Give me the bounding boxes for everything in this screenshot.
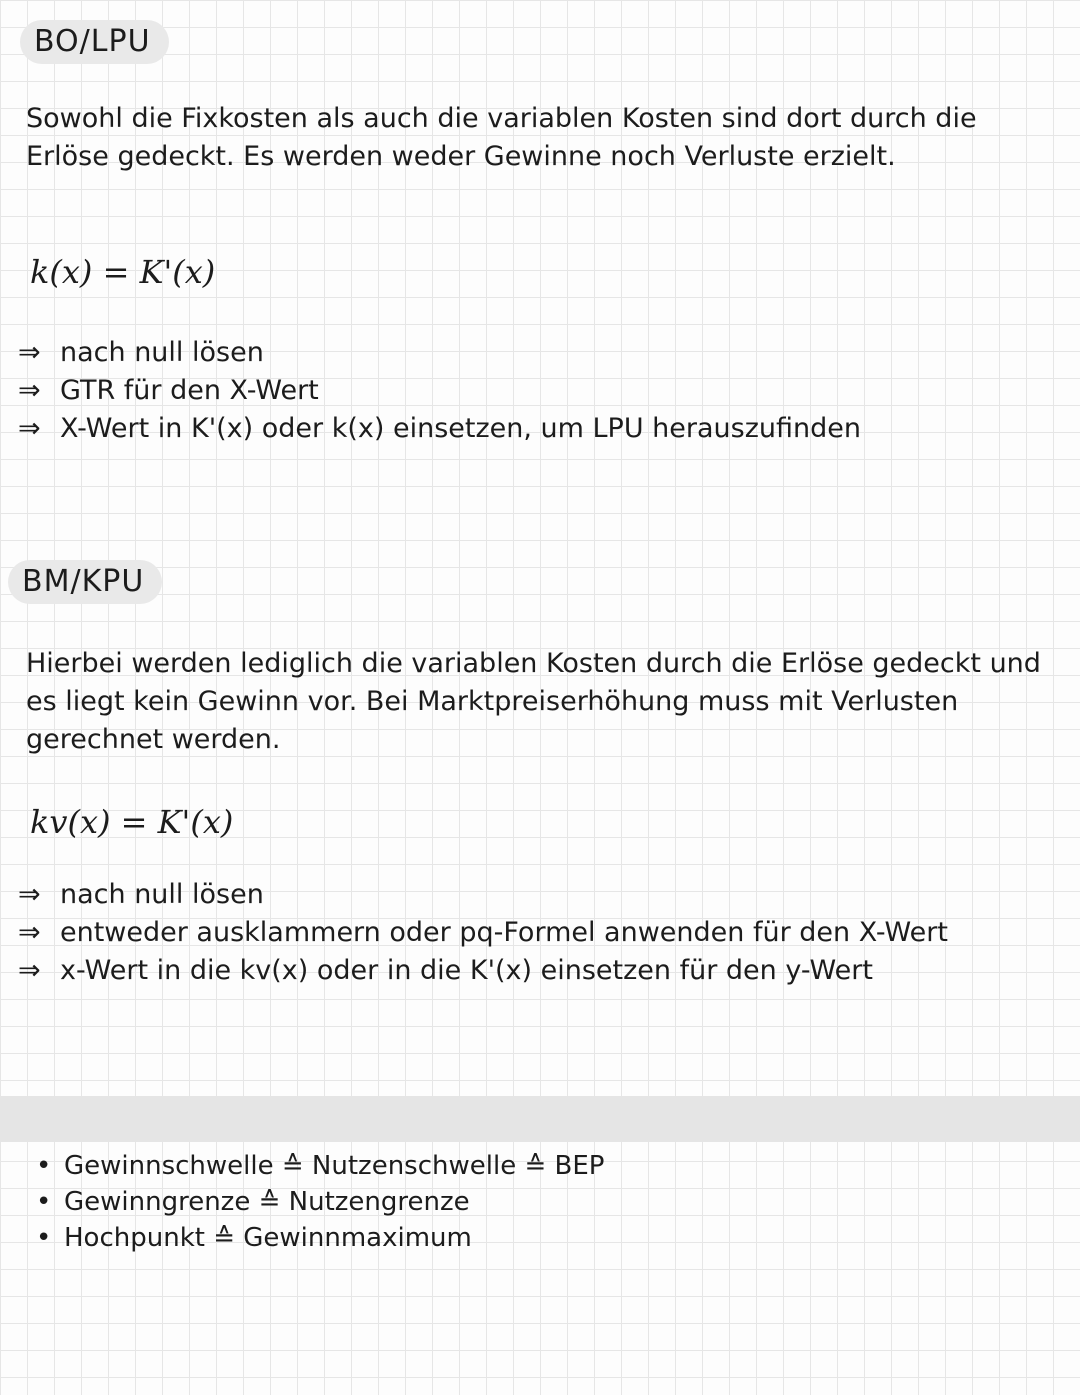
formula-bo: k(x) = K'(x) — [30, 253, 216, 291]
formula-bm: kv(x) = K'(x) — [30, 803, 234, 841]
bullet-icon: • — [36, 1187, 52, 1217]
implies-arrow-icon: ⇒ — [18, 955, 41, 986]
summary-item — [36, 1220, 604, 1256]
step-item — [18, 334, 1068, 372]
step-text: entweder ausklammern oder pq-Formel anwenden für den X-Wert — [60, 917, 948, 948]
step-text: nach null lösen — [60, 879, 264, 910]
step-item — [18, 372, 1068, 410]
step-item — [18, 410, 1068, 448]
step-text: X-Wert in K'(x) oder k(x) einsetzen, um LPU herauszufinden — [60, 413, 861, 444]
step-text: x-Wert in die kv(x) oder in die K'(x) einsetzen für den y-Wert — [60, 955, 873, 986]
step-item — [18, 952, 1068, 990]
step-list-bm — [18, 876, 1068, 990]
summary-list — [36, 1148, 604, 1256]
section-paragraph-bo: Sowohl die Fixkosten als auch die variablen Kosten sind dort durch die Erlöse gedeckt. Es werden weder Gewinne noch Verluste erzielt. — [26, 103, 977, 172]
summary-text: Gewinngrenze ≙ Nutzengrenze — [64, 1187, 470, 1217]
summary-item — [36, 1184, 604, 1220]
summary-text: Hochpunkt ≙ Gewinnmaximum — [64, 1223, 472, 1253]
step-item — [18, 876, 1068, 914]
bullet-icon: • — [36, 1223, 52, 1253]
implies-arrow-icon: ⇒ — [18, 413, 41, 444]
implies-arrow-icon: ⇒ — [18, 337, 41, 368]
section-heading-bo: BO/LPU — [20, 20, 169, 64]
section-heading-bm: BM/KPU — [8, 560, 162, 604]
summary-item — [36, 1148, 604, 1184]
summary-text: Gewinnschwelle ≙ Nutzenschwelle ≙ BEP — [64, 1151, 605, 1181]
step-list-bo — [18, 334, 1068, 448]
step-item — [18, 914, 1068, 952]
implies-arrow-icon: ⇒ — [18, 375, 41, 406]
divider-band — [0, 1096, 1080, 1142]
step-text: nach null lösen — [60, 337, 264, 368]
implies-arrow-icon: ⇒ — [18, 879, 41, 910]
section-paragraph-bm: Hierbei werden lediglich die variablen Kosten durch die Erlöse gedeckt und es liegt kein Gewinn vor. Bei Marktpreiserhöhung muss mit Verlusten gerechnet werden. — [26, 648, 1041, 755]
implies-arrow-icon: ⇒ — [18, 917, 41, 948]
step-text: GTR für den X-Wert — [60, 375, 319, 406]
bullet-icon: • — [36, 1151, 52, 1181]
